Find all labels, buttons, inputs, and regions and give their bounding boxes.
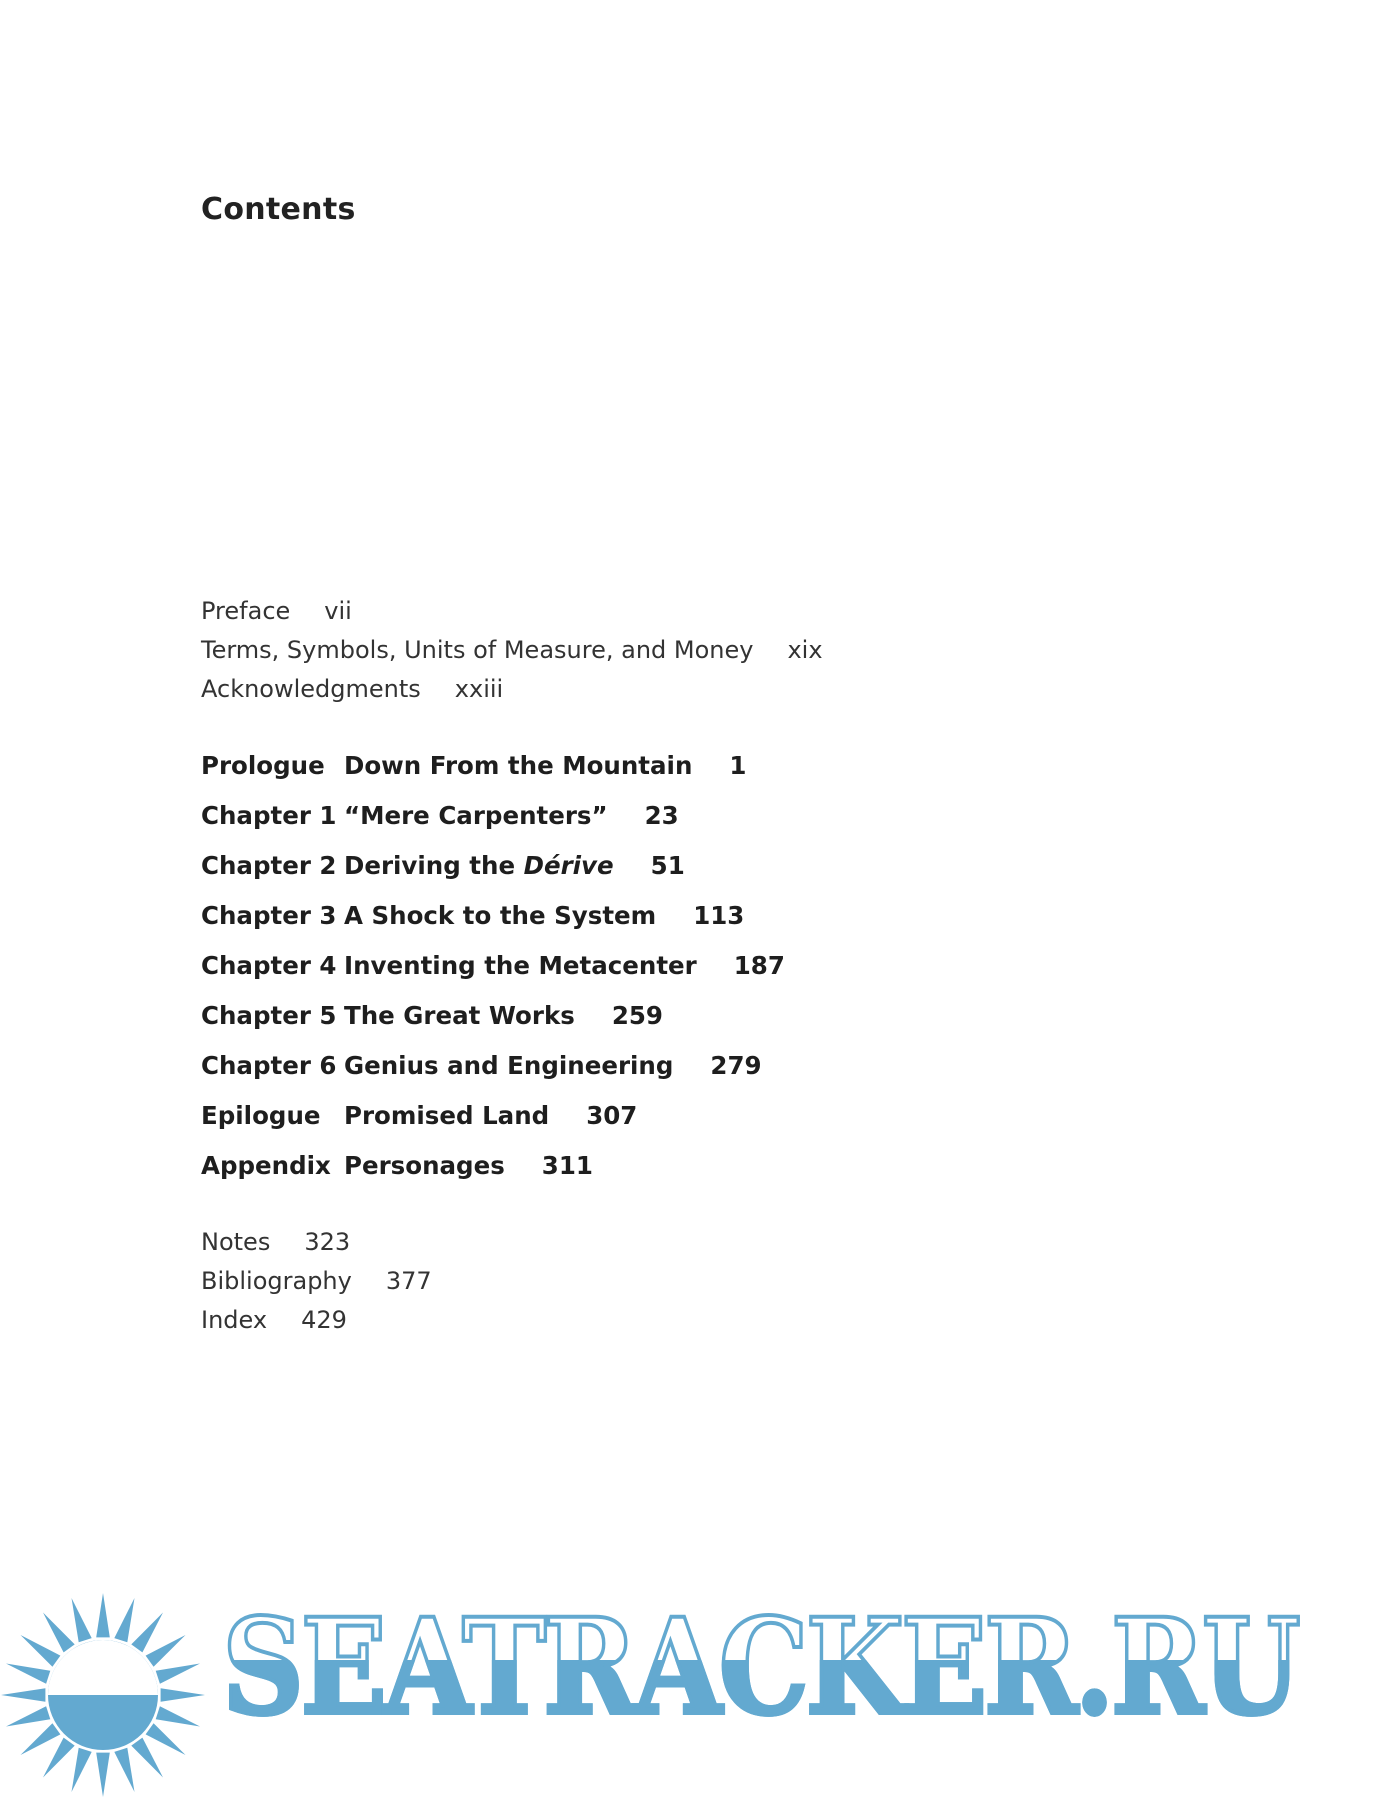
toc-entry-chapter-5[interactable]: [201, 991, 785, 1041]
toc-entry-page: vii: [324, 597, 352, 625]
chapter-title: Genius and Engineering: [344, 1051, 674, 1080]
chapter-title: Personages: [344, 1151, 505, 1180]
chapter-label: Epilogue: [201, 1101, 321, 1130]
chapter-page: 51: [650, 851, 685, 880]
chapter-label: Chapter 3: [201, 901, 337, 930]
watermark-logo: [0, 1590, 1400, 1800]
chapter-label: Appendix: [201, 1151, 331, 1180]
chapter-label: Chapter 4: [201, 951, 337, 980]
toc-entry-title: Index: [201, 1306, 268, 1334]
chapter-label: Chapter 1: [201, 801, 337, 830]
chapter-page: 307: [586, 1101, 638, 1130]
chapter-page: 23: [644, 801, 679, 830]
chapter-title: A Shock to the System: [344, 901, 657, 930]
toc-entry-index[interactable]: [201, 1301, 432, 1340]
page-title: Contents: [201, 192, 356, 227]
toc-entry-bibliography[interactable]: [201, 1262, 432, 1301]
chapter-title: “Mere Carpenters”: [344, 801, 608, 830]
toc-entry-chapter-6[interactable]: [201, 1041, 785, 1091]
chapter-title: Promised Land: [344, 1101, 550, 1130]
toc-entry-page: 323: [304, 1228, 351, 1256]
front-matter-list: [201, 592, 823, 709]
chapter-title: Down From the Mountain: [344, 751, 693, 780]
toc-entry-epilogue[interactable]: [201, 1091, 785, 1141]
toc-entry-title: Bibliography: [201, 1267, 352, 1295]
toc-entry-page: xix: [787, 636, 823, 664]
toc-entry-title: Terms, Symbols, Units of Measure, and Money: [201, 636, 754, 664]
toc-entry-page: 377: [385, 1267, 432, 1295]
toc-entry-page: xxiii: [454, 675, 504, 703]
toc-entry-acknowledgments[interactable]: [201, 670, 823, 709]
toc-entry-chapter-2[interactable]: [201, 841, 785, 891]
chapter-page: 279: [710, 1051, 762, 1080]
toc-entry-title: Preface: [201, 597, 291, 625]
back-matter-list: [201, 1223, 432, 1340]
toc-entry-title: Notes: [201, 1228, 271, 1256]
chapter-page: 259: [611, 1001, 663, 1030]
chapter-page: 311: [541, 1151, 593, 1180]
toc-entry-title: Acknowledgments: [201, 675, 421, 703]
toc-entry-chapter-1[interactable]: [201, 791, 785, 841]
chapter-label: Chapter 2: [201, 851, 337, 880]
chapter-title: The Great Works: [344, 1001, 575, 1030]
chapter-label: Chapter 5: [201, 1001, 337, 1030]
chapter-page: 187: [733, 951, 785, 980]
toc-entry-page: 429: [301, 1306, 347, 1334]
chapter-page: 113: [693, 901, 745, 930]
chapter-label: Prologue: [201, 751, 325, 780]
toc-entry-chapter-4[interactable]: [201, 941, 785, 991]
toc-entry-terms[interactable]: [201, 631, 823, 670]
chapter-title: Deriving the Dérive: [344, 851, 614, 880]
toc-entry-appendix[interactable]: [201, 1141, 785, 1191]
toc-entry-chapter-3[interactable]: [201, 891, 785, 941]
sun-icon: [0, 1590, 210, 1800]
watermark-text: SEATRACKER.RU: [222, 1590, 1298, 1745]
toc-entry-notes[interactable]: [201, 1223, 432, 1262]
chapter-label: Chapter 6: [201, 1051, 337, 1080]
chapter-list: [201, 741, 785, 1191]
chapter-page: 1: [729, 751, 747, 780]
toc-entry-prologue[interactable]: [201, 741, 785, 791]
chapter-title: Inventing the Metacenter: [344, 951, 697, 980]
toc-entry-preface[interactable]: [201, 592, 823, 631]
